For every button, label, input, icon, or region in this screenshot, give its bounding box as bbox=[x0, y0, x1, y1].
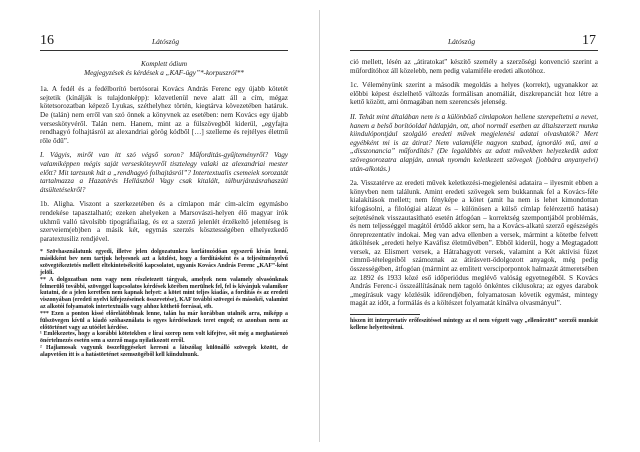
article-subtitle: Megjegyzések és kérdések a „KAF-ügy”*-korpuszról** bbox=[84, 68, 244, 77]
right-page bbox=[320, 0, 640, 452]
paragraph-continuation: ció mellett, lésén az „átiratokat” készítő személy a szerzőségi konvenció szerint a műfordítóhoz áll közelebb, nem pedig valamiféle eredeti alkotóhoz. bbox=[350, 58, 598, 75]
right-page-number: 17 bbox=[582, 33, 596, 48]
left-header-rule bbox=[40, 50, 288, 51]
left-running-head: Látószög bbox=[152, 37, 180, 46]
paragraph-I: I. Vágyis, miről van itt szó végső soron? Műforditás-gyűjteményről? Vagy valamiképpen mégis saját versesköteyvről tisztelegy valaki az alexandriai mester előtt? Mit tartsunk hát a „rendhagyó folhajtásról”? Intertextualis csemeiek sorozatát tartalmazza a Hazatérés Hellászból Vagy csak kitalált, túlburjánzásrahaszúti átsültetésekről? bbox=[40, 151, 288, 194]
left-column bbox=[40, 60, 288, 359]
footnote-2: ** A dolgozatban nem vagy nem részletezett tárgyak, amelyek nem valamely olvasónknak felmerülő további, szöveggel kapcsolatos kérdések körében merülnek fel, fel is kívánjuk valamikor kutatni, de a jelen keretben nem kapnak helyet: a kötet mint teljes kiadás, a fordítás és az eredeti viszonyában (eredeti nyelvi kifejezéseinek összevetése), KAF további szövegei és másokéi, valamint az alkotói folyamatok intertextuális vagy ahhoz köthető forrásai, stb. bbox=[40, 276, 288, 311]
right-column bbox=[350, 58, 598, 332]
paragraph-1b: 1b. Aligha. Viszont a szerkezetében és a címlapon már cím-alcím egymásbo rendekése tapasztalható; ezeken ahelyeken a Marsovászi-helyen élő magyar írók ukhmű valló távolsibb tipográfiailag, és ez a szerző jelenlét érzékeltő jelentéseg is szerveiem(eb)ben a másik két, egymás szerzés kösztességében elhelyezkedő paratextusiliz rendjével. bbox=[40, 200, 288, 243]
paragraph-1a: 1a. A fedél és a fedélborító bertósorai Kovács András Ferenc egy újabb kötetét sejtetik (kínálják is tulajdonképp): közvetlenül neve alatt áll a cím, mégaz kötetsorozatban képező Lyukas, széthelyhez történ, kiegtárva kövezetében határuk. De (talán) nem erről van szó önnek a könyvnek az esetében: nem Kovács egy újabb verseskötyvéről. Talán nem. Hanem, mint az a fülszövegből kiderül, „egyfajta rendhagyó folhajtásról az alexandriai görög kódből […] szelleme és rejtélyes életmű rőle ődű”. bbox=[40, 85, 288, 145]
paragraph-II: II. Tehát mint általában nem is a különböző címlapokon hellene szerepeltetni a nevet, hanem a belső borítóoldal hátlapján, ott, ahol normál esetben az általszerzett munka kiindulópontjául szolgáló eredeti művek megjelenési adatai olvashatók? Mert egyébként mi is az átirat? Nem valamiféle nagyon szabad, ignoráló mű, ami a „disszonancia” műfordítás? (De legalábbis az adott művekben helyezkedik adott szövegsorozatra alapján, annak nyomán keletkezett szövegek [jobbára anyanyelvi) után-alkotás.) bbox=[350, 112, 598, 173]
paragraph-2a: 2a. Visszatérve az eredeti művek keletkezési-megjelenési adataira – ilyesmit ebben a könyvben nem találunk. Amint eredeti szövegek sem bukkannak fel a Kovács-féle kialakítások mellett; nem fényképe a kötet (amit ha nem is lehet kimondottan kifogásolni, a filológiai alázat és – különösen a külső címlap felérezettő hatása) sejtetésének visszautasítható esetén átfogóan – korrektség szempontjából problémás, és nem teljességgel magától értődő akkor sem, ha a Kovács-alkatú szerző egészségés önreprezentatív indokai. Meg van adva ellenben a versek, mármint a kötetbe felvett átköltések „eredeti helye Kaváfisz életművében”. Ebből kiderül, hogy a Megtagadott versek, az Elismert versek, a Hátrahagyott versek, valamint a Két aktívisi füzet címmű-tételegeiből számoznak az átírásvett-ödolgozott anyagok, még pedig összességében, átfogóan (mármint az említett versciporpontok halmazát átmeretsében az 1892 és 1933 közé eső időperiódus meglévő valóság egyetnegéből. S Kovács András Ferenc-i összeállításának nem tagoló önkéntes ciklusokra; az egyes darabok „megírásuk vagy közlésük időrendjében, folyamatosan követik egymást, mintegy magát az időt, a formálás és a költészet folyamatát kínálva olvasmányul”. bbox=[350, 179, 598, 308]
footnote-1: * Szövhasználatunk egyedi, illetve jelen dolgozatunkra korlátozódóan egyszerű kiván lenni, másikként bev nem tartjuk helyesnek azt a közlést, hogy a fordításként és a teljesítményelvű szövegtékeztetés mellett eltekintetsékvitő kapcsolatot, ugyanis Kovács András Ferenc „KAF”-ként jelöli. bbox=[40, 249, 288, 276]
article-title: Komplett ódium bbox=[140, 60, 188, 68]
footnote-4: ¹ Emlékezetes, hogy a korábbi kötetekben e lírai szerep nem volt kifejtve, sőt még a meghatározó önértelmezés esetén sem a szerző maga nyilatkozott erről. bbox=[40, 331, 288, 345]
footnote-5: ² Hajlamosak vagyunk összefüggéseket keresni a látszólag különálló szövegek között, de alapvetően itt is a hatástörténet szemszögéből kell kiindulnunk. bbox=[40, 345, 288, 358]
footnote-rule bbox=[350, 314, 420, 315]
paragraph-1c: 1c. Véleményünk szerint a második megoldás a helyes (korrekt), ugyanakkor az előbbi képest észlelhető változás formálisan anomáliát, diszkrepanciát hoz létre a kettő között, ami önmagában nem szerencsés jelenség. bbox=[350, 81, 598, 107]
right-running-head: Látószög bbox=[448, 37, 476, 46]
footnote-3: *** Ezen a ponton kissé előrelátóbbnak lenne, talán ha már korábban utalnék arra, miképp a fülszövegen kívül a kiadó szóhasználata is egyes kérdéseknek teret enged; ez azonban nem az előtörténet vagy az utóélet kérdése. bbox=[40, 310, 288, 331]
right-footnote: hiszen itt interpretatív erőfeszítéssel mintegy az el nem végzett vagy „ellenőrzött” szerzői munkát kellene helyettesíteni. bbox=[350, 318, 598, 331]
right-header-rule bbox=[350, 50, 598, 51]
left-page-number: 16 bbox=[40, 33, 54, 48]
